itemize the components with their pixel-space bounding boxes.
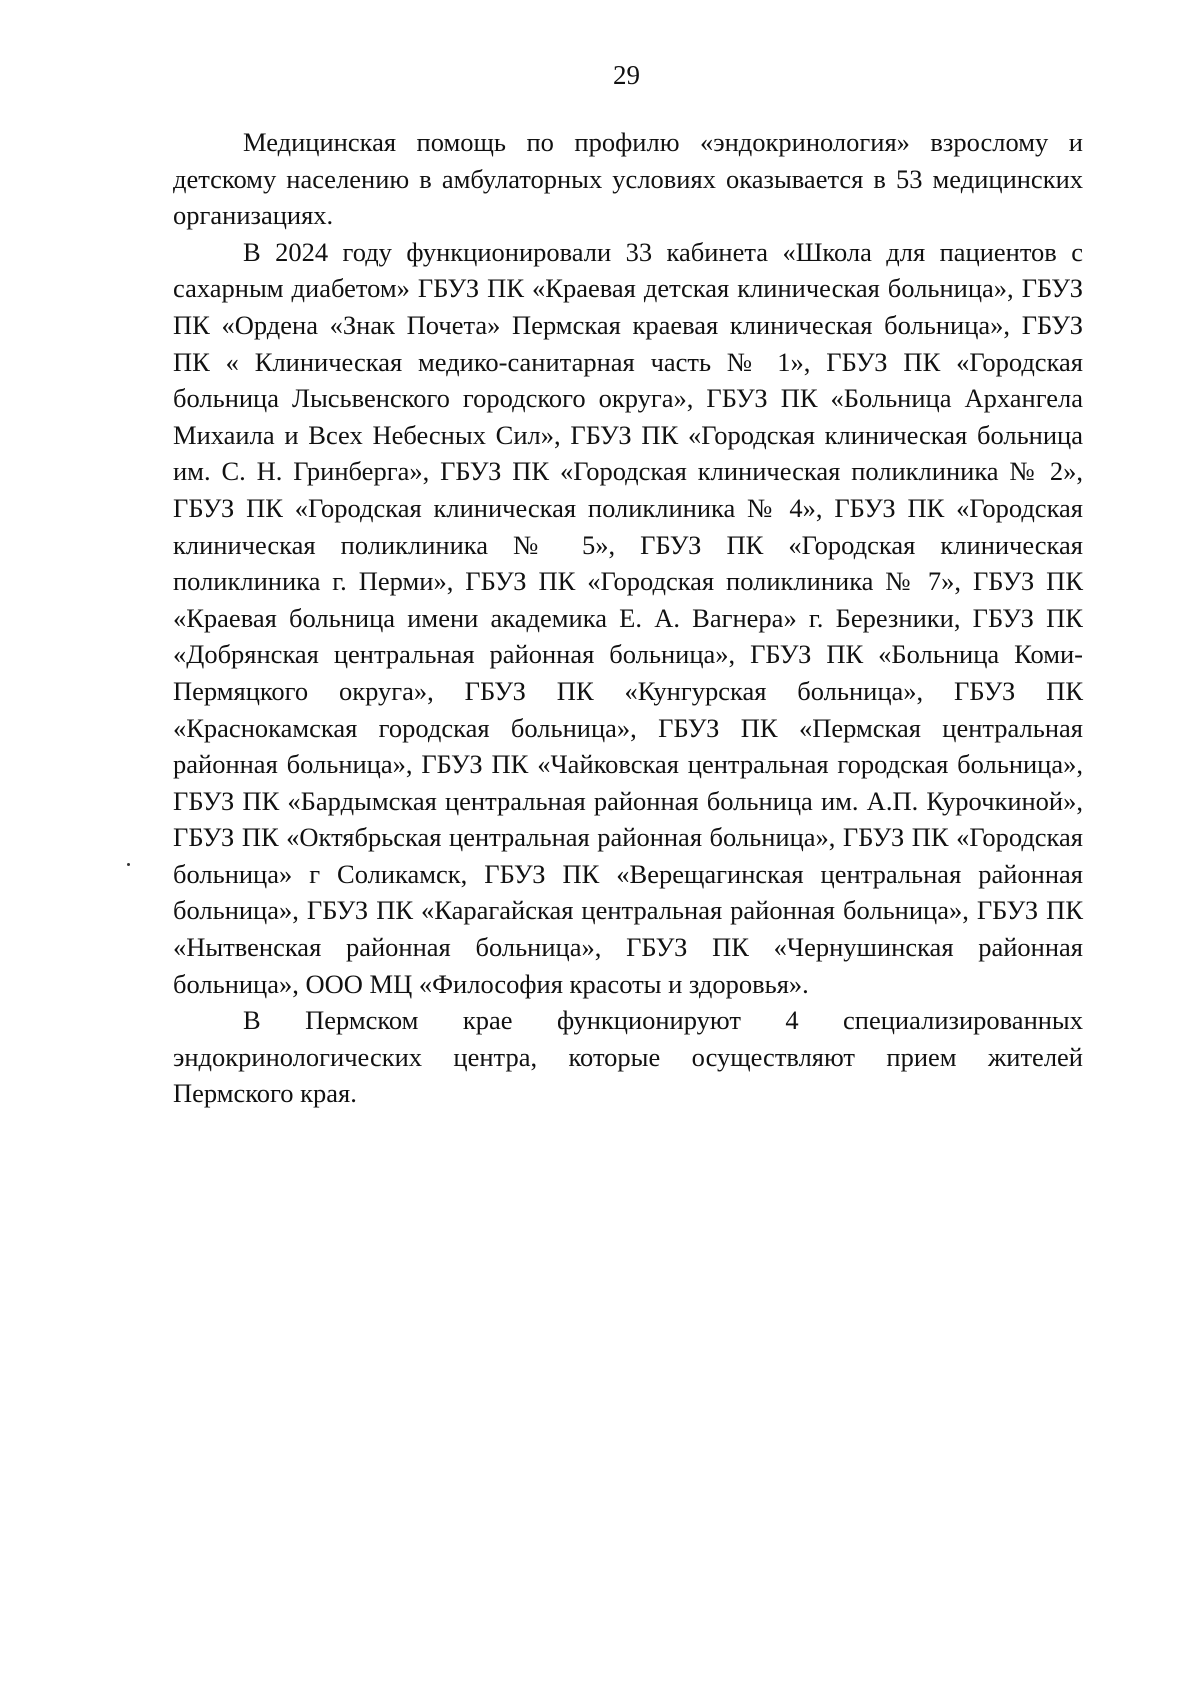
paragraph-diabetes-schools: В 2024 году функционировали 33 кабинета «Школа для пациентов с сахарным диабетом» ГБУЗ ПК «Краевая детская клиническая больница», ГБУЗ ПК «Ордена «Знак Почета» Пермская краевая клиническая больница», ГБУЗ ПК « Клиническая медико-санитарная часть № 1», ГБУЗ ПК «Городская больница Лысьвенского городского округа», ГБУЗ ПК «Больница Архангела Михаила и Всех Небесных Сил», ГБУЗ ПК «Городская клиническая больница им. С. Н. Гринберга», ГБУЗ ПК «Городская клиническая поликлиника № 2», ГБУЗ ПК «Городская клиническая поликлиника № 4», ГБУЗ ПК «Городская клиническая поликлиника № 5», ГБУЗ ПК «Городская клиническая поликлиника г. Перми», ГБУЗ ПК «Городская поликлиника № 7», ГБУЗ ПК «Краевая больница имени академика Е. А. Вагнера» г. Березники, ГБУЗ ПК «Добрянская центральная районная больница», ГБУЗ ПК «Больница Коми-Пермяцкого округа», ГБУЗ ПК «Кунгурская больница», ГБУЗ ПК «Краснокамская городская больница», ГБУЗ ПК «Пермская центральная районная больница», ГБУЗ ПК «Чайковская центральная городская больница», ГБУЗ ПК «Бардымская центральная районная больница им. А.П. Курочкиной», ГБУЗ ПК «Октябрьская центральная районная больница», ГБУЗ ПК «Городская больница» г Соликамск, ГБУЗ ПК «Верещагинская центральная районная больница», ГБУЗ ПК «Карагайская центральная районная больница», ГБУЗ ПК «Нытвенская районная больница», ГБУЗ ПК «Чернушинская районная больница», ООО МЦ «Философия красоты и здоровья». xyxy=(173,236,1083,999)
paragraph-endocrinology-centers: В Пермском крае функционируют 4 специализированных эндокринологических центра, которые осуществляют прием жителей Пермского края. xyxy=(173,1005,1083,1109)
page-number: 29 xyxy=(613,60,640,90)
scan-speck xyxy=(127,863,130,866)
paragraph-outpatient-care: Медицинская помощь по профилю «эндокринология» взрослому и детскому населению в амбулаторных условиях оказывается в 53 медицинских организациях. xyxy=(173,127,1083,231)
document-body xyxy=(173,124,1083,1112)
